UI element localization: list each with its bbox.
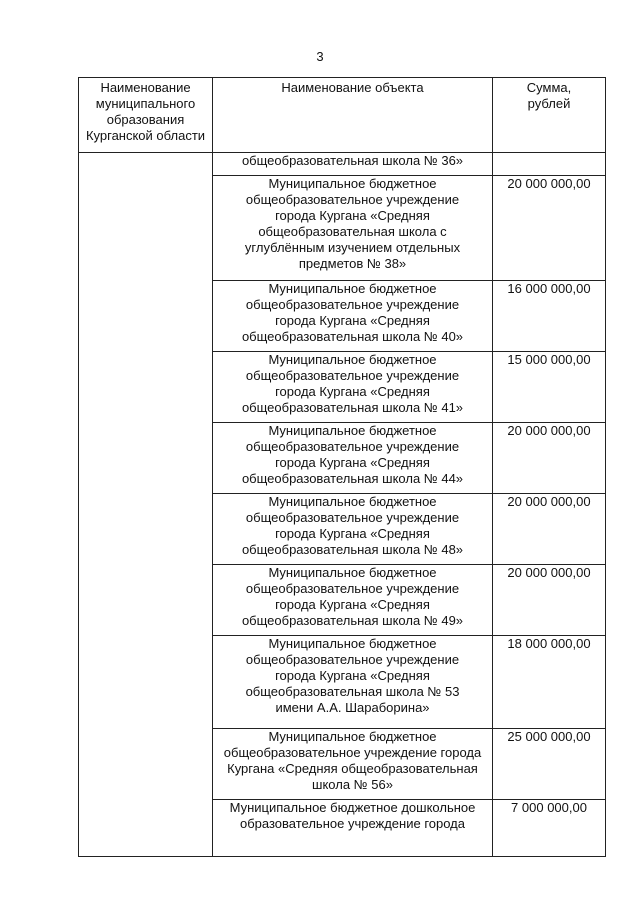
sum-cell: 20 000 000,00 xyxy=(493,176,606,281)
table-body xyxy=(79,153,606,857)
sum-cell: 20 000 000,00 xyxy=(493,565,606,636)
sum-cell: 16 000 000,00 xyxy=(493,281,606,352)
table-header-row xyxy=(79,78,606,153)
object-name-cell: Муниципальное бюджетное дошкольное образовательное учреждение города xyxy=(213,800,493,857)
object-name-cell: Муниципальное бюджетное общеобразовательное учреждение города Кургана «Средняя общеобразовательная школа № 53 имени А.А. Шараборина» xyxy=(213,636,493,729)
object-name-cell: Муниципальное бюджетное общеобразовательное учреждение города Кургана «Средняя общеобразовательная школа № 44» xyxy=(213,423,493,494)
sum-cell: 20 000 000,00 xyxy=(493,494,606,565)
object-name-cell: общеобразовательная школа № 36» xyxy=(213,153,493,176)
sum-cell: 7 000 000,00 xyxy=(493,800,606,857)
sum-cell: 15 000 000,00 xyxy=(493,352,606,423)
object-name-cell: Муниципальное бюджетное общеобразовательное учреждение города Кургана «Средняя общеобразовательная школа № 56» xyxy=(213,729,493,800)
object-name-cell: Муниципальное бюджетное общеобразовательное учреждение города Кургана «Средняя общеобразовательная школа № 40» xyxy=(213,281,493,352)
municipality-cell xyxy=(79,153,213,857)
funding-table xyxy=(78,77,606,857)
sum-cell: 20 000 000,00 xyxy=(493,423,606,494)
header-object: Наименование объекта xyxy=(213,78,493,153)
table-row xyxy=(79,153,606,176)
object-name-cell: Муниципальное бюджетное общеобразовательное учреждение города Кургана «Средняя общеобразовательная школа № 41» xyxy=(213,352,493,423)
sum-cell: 25 000 000,00 xyxy=(493,729,606,800)
page-number: 3 xyxy=(316,49,324,64)
object-name-cell: Муниципальное бюджетное общеобразовательное учреждение города Кургана «Средняя общеобразовательная школа с углублённым изучением отдельных предметов № 38» xyxy=(213,176,493,281)
object-name-cell: Муниципальное бюджетное общеобразовательное учреждение города Кургана «Средняя общеобразовательная школа № 48» xyxy=(213,494,493,565)
header-sum: Сумма, рублей xyxy=(493,78,606,153)
object-name-cell: Муниципальное бюджетное общеобразовательное учреждение города Кургана «Средняя общеобразовательная школа № 49» xyxy=(213,565,493,636)
sum-cell xyxy=(493,153,606,176)
sum-cell: 18 000 000,00 xyxy=(493,636,606,729)
header-municipality: Наименование муниципального образования Курганской области xyxy=(79,78,213,153)
